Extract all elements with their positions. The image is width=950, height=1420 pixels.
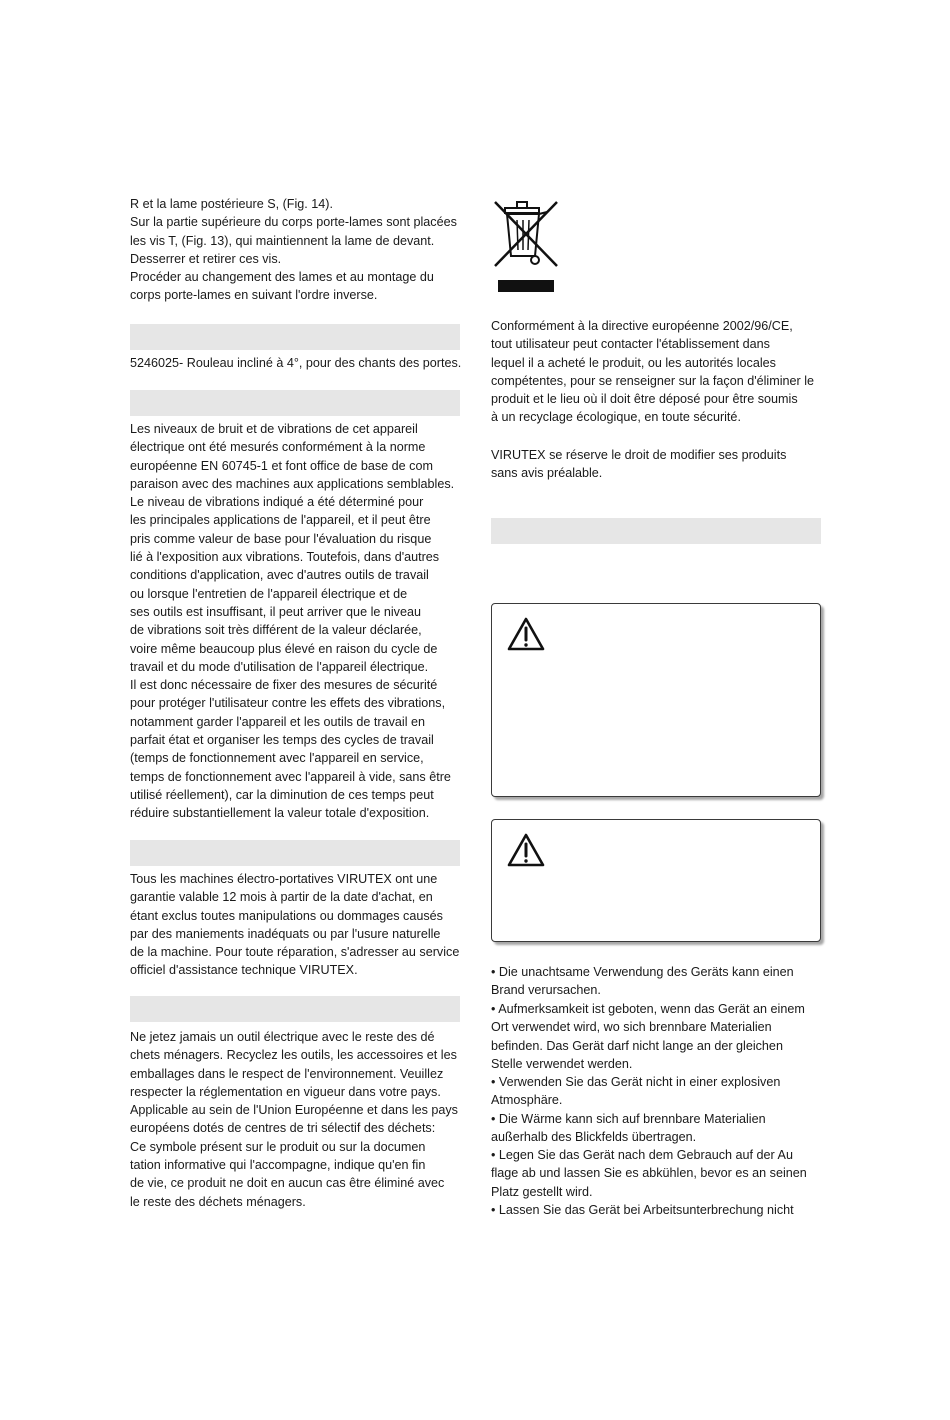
text-line: sans avis préalable. xyxy=(491,466,603,481)
text-line: les vis T, (Fig. 13), qui maintiennent la lame de devant. xyxy=(130,233,435,248)
text-line: • Verwenden Sie das Gerät nicht in einer explosiven xyxy=(491,1075,781,1089)
text-line: le reste des déchets ménagers. xyxy=(130,1194,306,1209)
text-line: VIRUTEX se réserve le droit de modifier ses produits xyxy=(491,448,787,462)
rights-reserved-paragraph xyxy=(491,446,821,483)
text-line: respecter la réglementation en vigueur dans votre pays. xyxy=(130,1084,441,1099)
warning-triangle-icon xyxy=(506,616,546,657)
text-line: Sur la partie supérieure du corps porte-lames sont placées xyxy=(130,215,457,230)
text-line: flage ab und lassen Sie es abkühlen, bevor es an seinen xyxy=(491,1166,807,1181)
bullet-item xyxy=(491,1146,821,1201)
text-line: travail et du mode d'utilisation de l'appareil électrique. xyxy=(130,659,429,674)
text-line: produit et le lieu où il doit être déposé pour être soumis xyxy=(491,392,798,407)
text-line: électrique ont été mesurés conformément à la norme xyxy=(130,440,426,455)
text-line: conditions d'application, avec d'autres outils de travail xyxy=(130,568,429,583)
disposal-paragraph xyxy=(130,1028,460,1211)
text-line: notamment garder l'appareil et les outils de travail en xyxy=(130,714,426,729)
text-line: ses outils est insuffisant, il peut arriver que le niveau xyxy=(130,604,421,619)
text-line: • Aufmerksamkeit ist geboten, wenn das Gerät an einem xyxy=(491,1002,805,1016)
text-line: Applicable au sein de l'Union Européenne et dans les pays xyxy=(130,1103,458,1118)
text-line: de vibrations soit très différent de la valeur déclarée, xyxy=(130,623,422,638)
bullet-item xyxy=(491,1110,821,1147)
warning-box-1 xyxy=(491,603,821,797)
text-line: utilisé réellement), car la diminution de ces temps peut xyxy=(130,787,434,802)
text-line: Stelle verwendet werden. xyxy=(491,1056,633,1071)
text-line: Desserrer et retirer ces vis. xyxy=(130,251,282,266)
text-line: • Die Wärme kann sich auf brennbare Materialien xyxy=(491,1112,766,1126)
text-line: • Die unachtsame Verwendung des Geräts kann einen xyxy=(491,965,794,979)
crossed-out-wheelie-bin-icon xyxy=(491,198,561,303)
text-line: • Lassen Sie das Gerät bei Arbeitsunterbrechung nicht xyxy=(491,1203,794,1217)
text-line: Platz gestellt wird. xyxy=(491,1184,593,1199)
bullet-item xyxy=(491,963,821,1000)
warning-box-2 xyxy=(491,819,821,942)
text-line: ou lorsque l'entretien de l'appareil électrique et de xyxy=(130,586,408,601)
text-line: Ort verwendet wird, wo sich brennbare Materialien xyxy=(491,1020,772,1035)
text-line: européens dotés de centres de tri sélectif des déchets: xyxy=(130,1121,436,1136)
warranty-paragraph xyxy=(130,870,460,980)
directive-paragraph xyxy=(491,317,821,427)
accessory-paragraph xyxy=(130,354,460,372)
text-line: • Legen Sie das Gerät nach dem Gebrauch auf der Au xyxy=(491,1148,793,1162)
text-line: Le niveau de vibrations indiqué a été déterminé pour xyxy=(130,495,424,510)
text-line: Ne jetez jamais un outil électrique avec le reste des dé xyxy=(130,1030,435,1044)
text-line: voire même beaucoup plus élevé en raison du cycle de xyxy=(130,641,438,656)
text-line: les principales applications de l'appareil, et il peut être xyxy=(130,513,431,528)
text-line: lequel il a acheté le produit, ou les autorités locales xyxy=(491,355,776,370)
text-line: tation informative qui l'accompagne, indique qu'en fin xyxy=(130,1158,426,1173)
text-line: Brand verursachen. xyxy=(491,983,601,998)
text-line: pour protéger l'utilisateur contre les effets des vibrations, xyxy=(130,696,446,711)
bullet-item xyxy=(491,1073,821,1110)
text-line: compétentes, pour se renseigner sur la façon d'éliminer le xyxy=(491,373,815,388)
text-line: Ce symbole présent sur le produit ou sur la documen xyxy=(130,1139,426,1154)
text-line: paraison avec des machines aux applications semblables. xyxy=(130,476,455,491)
section-heading-disposal xyxy=(130,996,460,1022)
text-line: emballages dans le respect de l'environnement. Veuillez xyxy=(130,1066,444,1081)
text-line: réduire substantiellement la valeur totale d'exposition. xyxy=(130,806,430,821)
text-line: Les niveaux de bruit et de vibrations de cet appareil xyxy=(130,422,418,436)
text-line: étant exclus toutes manipulations ou dommages causés xyxy=(130,908,443,923)
text-line: befinden. Das Gerät darf nicht lange an der gleichen xyxy=(491,1038,783,1053)
text-line: corps porte-lames en suivant l'ordre inverse. xyxy=(130,288,378,303)
section-heading-accessories xyxy=(130,324,460,350)
text-line: temps de fonctionnement avec l'appareil à vide, sans être xyxy=(130,769,451,784)
blade-change-paragraph xyxy=(130,195,460,305)
text-line: lié à l'exposition aux vibrations. Toutefois, dans d'autres xyxy=(130,550,440,565)
text-line: 5246025- Rouleau incliné à 4°, pour des chants des portes. xyxy=(130,356,462,370)
text-line: R et la lame postérieure S, (Fig. 14). xyxy=(130,197,333,211)
text-line: de la machine. Pour toute réparation, s'adresser au service xyxy=(130,945,460,960)
section-heading-warranty xyxy=(130,840,460,866)
text-line: Tous les machines électro-portatives VIRUTEX ont une xyxy=(130,872,438,886)
text-line: par des maniements inadéquats ou par l'usure naturelle xyxy=(130,926,441,941)
text-line: de vie, ce produit ne doit en aucun cas être éliminé avec xyxy=(130,1176,445,1191)
text-line: chets ménagers. Recyclez les outils, les accessoires et les xyxy=(130,1048,457,1063)
text-line: Il est donc nécessaire de fixer des mesures de sécurité xyxy=(130,678,438,693)
bullet-item xyxy=(491,1000,821,1073)
text-line: (temps de fonctionnement avec l'appareil en service, xyxy=(130,751,424,766)
text-line: Conformément à la directive européenne 2002/96/CE, xyxy=(491,319,793,333)
vibration-paragraph xyxy=(130,420,460,823)
section-heading-safety xyxy=(491,518,821,544)
warning-triangle-icon xyxy=(506,832,546,873)
text-line: à un recyclage écologique, en toute sécurité. xyxy=(491,410,741,425)
text-line: Procéder au changement des lames et au montage du xyxy=(130,270,434,285)
text-line: Atmosphäre. xyxy=(491,1093,563,1108)
section-heading-noise-vibration xyxy=(130,390,460,416)
text-line: pris comme valeur de base pour l'évaluation du risque xyxy=(130,531,432,546)
text-line: européenne EN 60745-1 et font office de base de com xyxy=(130,458,433,473)
text-line: parfait état et organiser les temps des cycles de travail xyxy=(130,733,434,748)
text-line: garantie valable 12 mois à partir de la date d'achat, en xyxy=(130,890,433,905)
text-line: außerhalb des Blickfelds übertragen. xyxy=(491,1130,697,1145)
bullet-item xyxy=(491,1201,821,1219)
text-line: officiel d'assistance technique VIRUTEX. xyxy=(130,963,358,978)
text-line: tout utilisateur peut contacter l'établissement dans xyxy=(491,337,770,352)
